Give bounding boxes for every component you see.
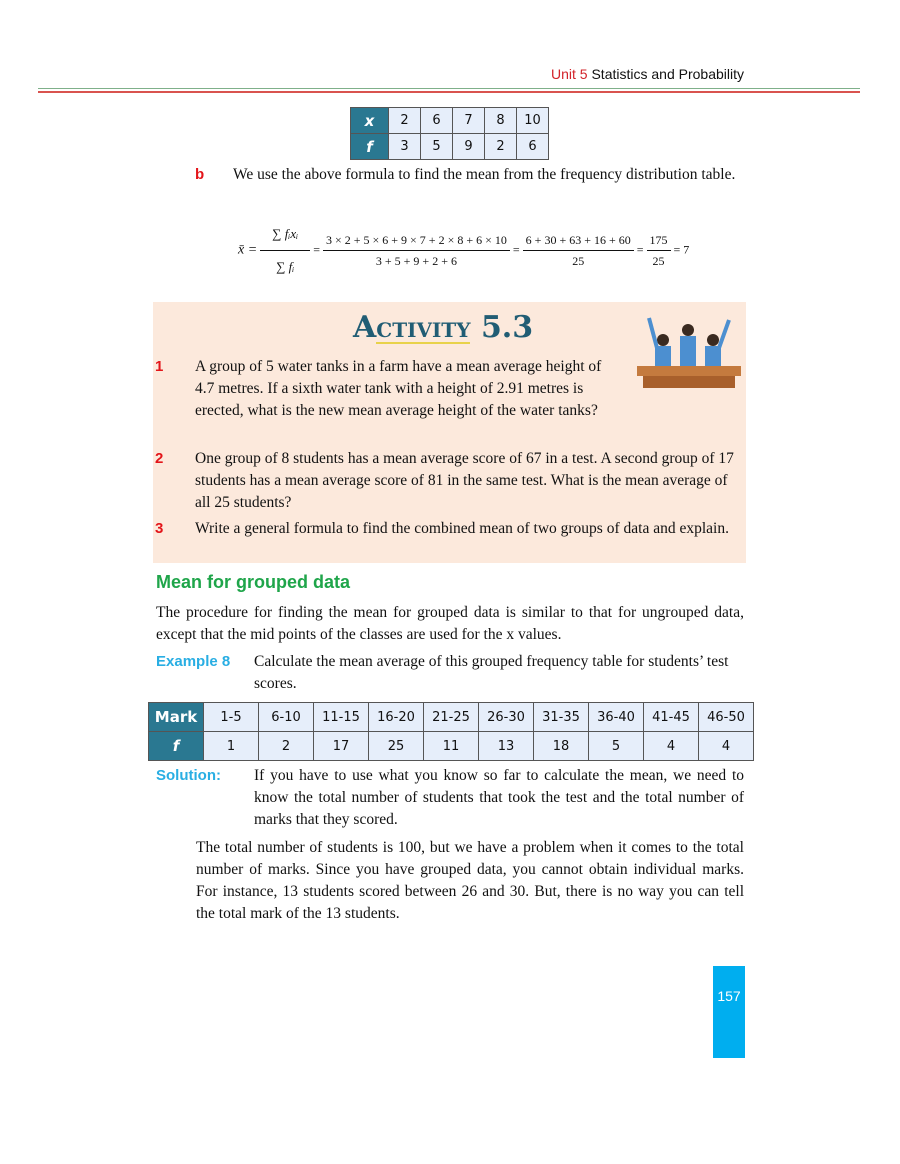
page-number: 157: [713, 966, 745, 1058]
table-cell: 16-20: [369, 703, 424, 732]
table-cell: 21-25: [424, 703, 479, 732]
row-header: x: [351, 108, 389, 134]
table-cell: 31-35: [534, 703, 589, 732]
table-row: [351, 108, 549, 134]
table-cell: 1: [204, 732, 259, 761]
row-header: f: [149, 732, 204, 761]
table-cell: 4: [699, 732, 754, 761]
header-rule: [38, 88, 860, 89]
table-cell: 7: [453, 108, 485, 134]
table-cell: 6: [421, 108, 453, 134]
table-cell: 18: [534, 732, 589, 761]
table-cell: 26-30: [479, 703, 534, 732]
part-text: We use the above formula to find the mean from the frequency distribution table.: [233, 166, 736, 183]
row-header: f: [351, 134, 389, 160]
running-header: Unit 5 Statistics and Probability: [551, 66, 744, 82]
students-raising-hands-illustration: [633, 310, 745, 392]
table-cell: 6-10: [259, 703, 314, 732]
table-cell: 36-40: [589, 703, 644, 732]
solution-text: If you have to use what you know so far to calculate the mean, we need to know the total number of students that took the test and the total number of marks that they scored.: [254, 767, 744, 828]
table-cell: 2: [389, 108, 421, 134]
table-cell: 1-5: [204, 703, 259, 732]
section-heading: Mean for grouped data: [156, 572, 351, 592]
table-cell: 17: [314, 732, 369, 761]
table-cell: 11-15: [314, 703, 369, 732]
table-cell: 6: [517, 134, 549, 160]
table-cell: 41-45: [644, 703, 699, 732]
table-cell: 5: [589, 732, 644, 761]
frequency-table: [350, 107, 549, 160]
table-row: [351, 134, 549, 160]
row-header: Mark: [149, 703, 204, 732]
table-cell: 3: [389, 134, 421, 160]
solution-label: Solution:: [156, 767, 221, 784]
example-text: Calculate the mean average of this grouped frequency table for students’ test scores.: [254, 653, 729, 692]
example-label: Example 8: [156, 653, 231, 670]
table-row: [149, 732, 754, 761]
activity-title: ACTIVITY 5.3: [353, 310, 534, 345]
solution-paragraph: The total number of students is 100, but we have a problem when it comes to the total number of marks. Since you have grouped data, you cannot obtain individual marks. For instance, 13 students scored between 26 and 30. But, there is no way you can tell the total mark of the 13 students.: [196, 839, 744, 922]
header-rule: [38, 91, 860, 93]
table-cell: 2: [259, 732, 314, 761]
table-cell: 13: [479, 732, 534, 761]
mean-formula: x̄ = $\frac{\text{∑ fᵢxᵢ}}{\text{∑ fᵢ}}$ = $\frac{3 \times 2 + 5 \times 6 + 9 \times 7 + 2 \times 8 + 6 \times 10}{3 + 5 + 9 + 2 + 6}$ = $\frac{6 + 30 + 63 + 16 + 60}{25}$ = $\frac{175}{25}$ = 7: [238, 218, 689, 283]
table-cell: 11: [424, 732, 479, 761]
table-cell: 46-50: [699, 703, 754, 732]
grouped-frequency-table: [148, 702, 754, 761]
table-cell: 8: [485, 108, 517, 134]
table-cell: 9: [453, 134, 485, 160]
table-cell: 5: [421, 134, 453, 160]
table-cell: 10: [517, 108, 549, 134]
part-label: b: [195, 166, 205, 183]
table-cell: 2: [485, 134, 517, 160]
activity-box: ACTIVITY 5.3 1 A group of 5 water tanks in a farm have a mean average height of 4.7 metres. If a sixth water tank with a height of 2.91 metres is erected, what is the new mean average height of the water tanks? 2 One group of 8 students has a mean average score of 67 in a test. A second group of 17 students has a mean average score of 81 in the same test. What is the mean average of all 25 students? 3 Write a general formula to find the combined mean of two groups of data and explain.: [153, 302, 746, 563]
table-row: [149, 703, 754, 732]
table-cell: 4: [644, 732, 699, 761]
section-intro: The procedure for finding the mean for grouped data is similar to that for ungrouped data, except that the mid points of the classes are used for the x values.: [156, 604, 744, 643]
table-cell: 25: [369, 732, 424, 761]
